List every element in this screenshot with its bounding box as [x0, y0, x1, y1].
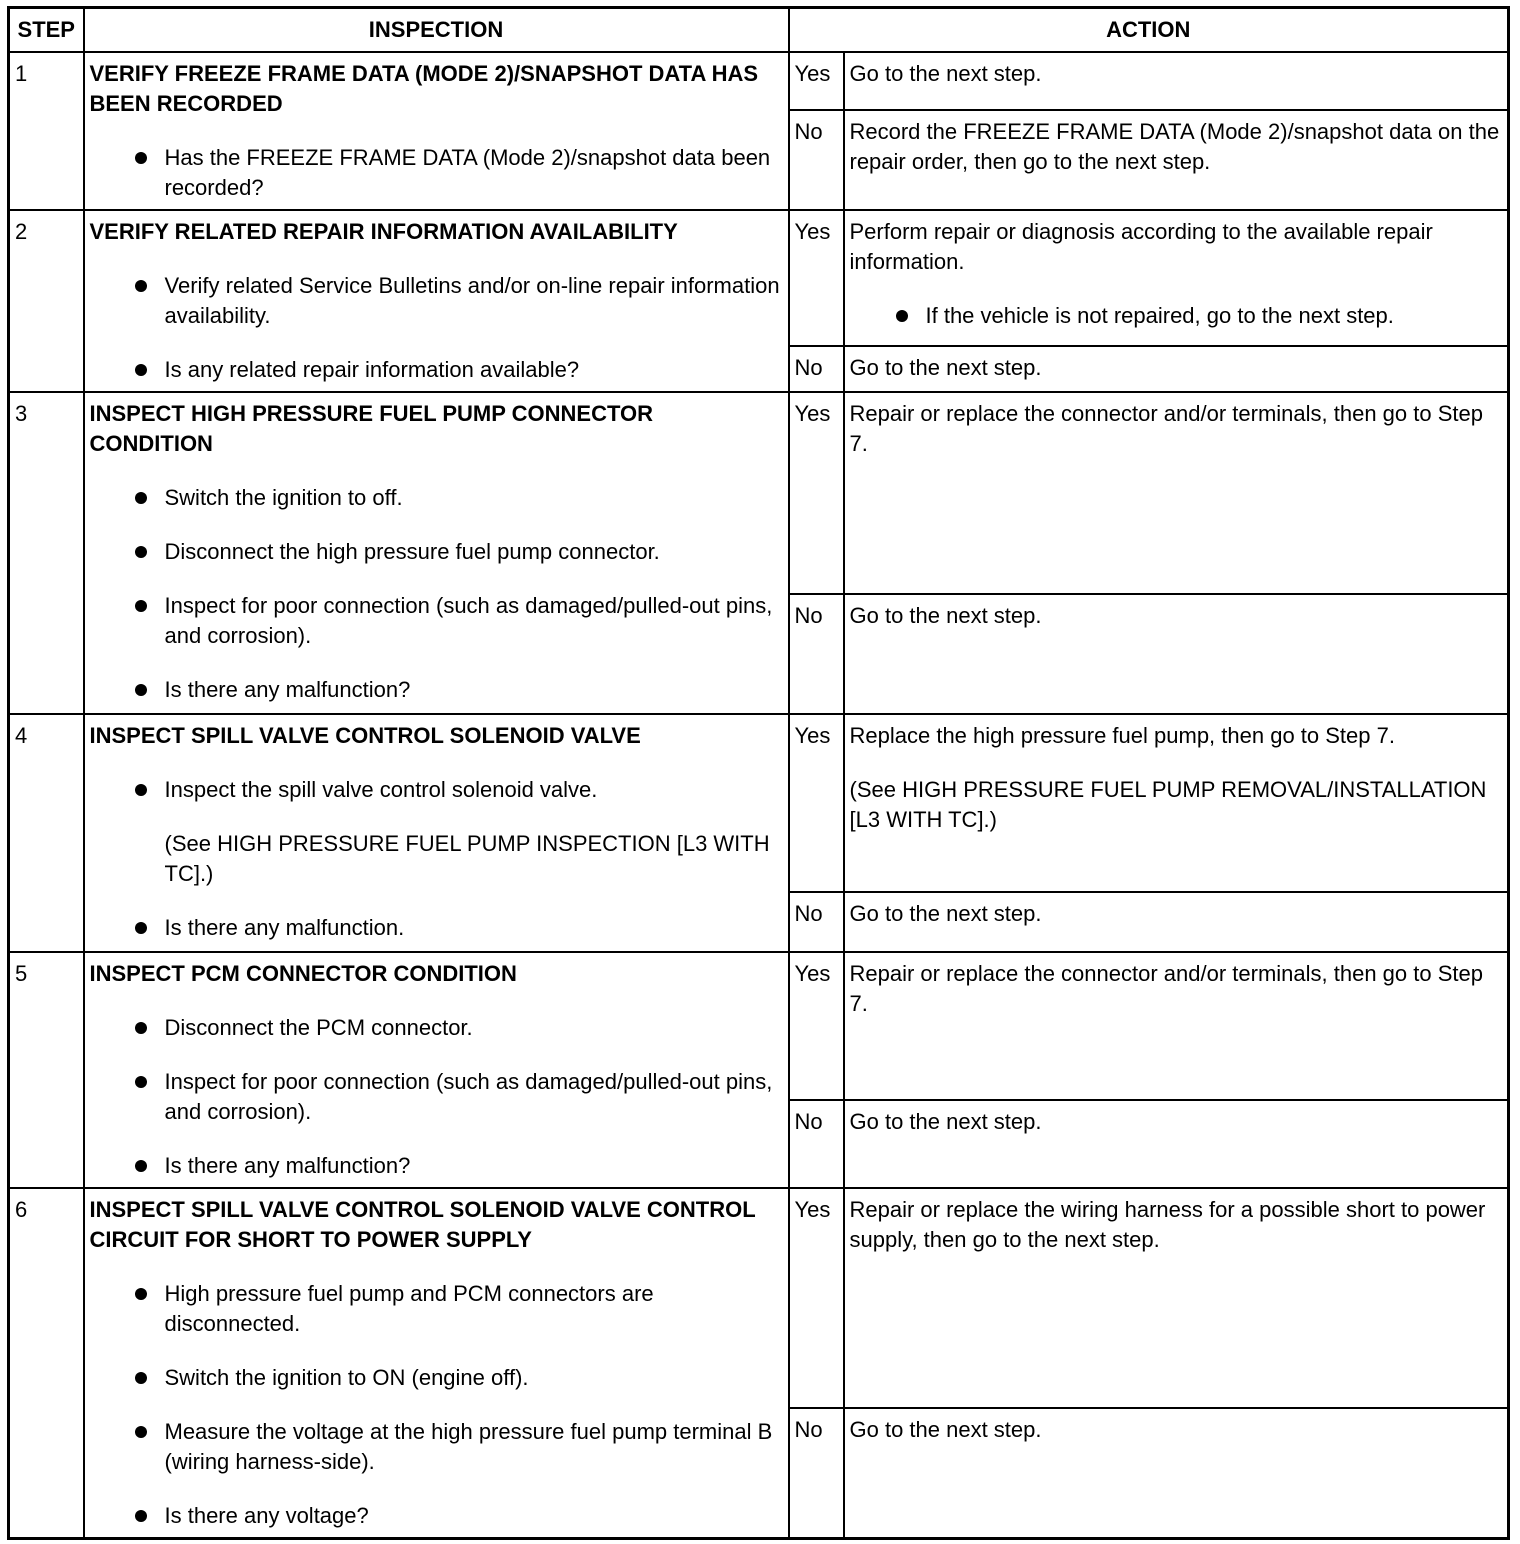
yes-action: Repair or replace the wiring harness for a possible short to power supply, then go to the next step.: [844, 1188, 1509, 1408]
step-number: 5: [9, 952, 84, 1188]
inspection-bullet: Switch the ignition to ON (engine off).: [90, 1363, 783, 1393]
inspection-cell: [84, 1188, 789, 1539]
inspection-bullet: Measure the voltage at the high pressure fuel pump terminal B (wiring harness-side).: [90, 1417, 783, 1477]
no-label: No: [789, 110, 844, 210]
inspection-cell: [84, 952, 789, 1188]
yes-label: Yes: [789, 210, 844, 346]
inspection-bullets: [90, 143, 783, 203]
yes-action: Repair or replace the connector and/or terminals, then go to Step 7.: [844, 952, 1509, 1100]
yes-label: Yes: [789, 714, 844, 892]
inspection-title: VERIFY FREEZE FRAME DATA (MODE 2)/SNAPSHOT DATA HAS BEEN RECORDED: [89, 61, 759, 116]
inspection-bullet: Inspect for poor connection (such as damaged/pulled-out pins, and corrosion).: [90, 591, 783, 651]
inspection-cell: [84, 52, 789, 210]
inspection-bullet: Is there any malfunction.: [90, 913, 783, 943]
inspection-cell: [84, 714, 789, 952]
no-action: Go to the next step.: [844, 346, 1509, 392]
no-label: No: [789, 892, 844, 952]
inspection-cell: [84, 210, 789, 392]
inspection-title: INSPECT SPILL VALVE CONTROL SOLENOID VALVE: [89, 723, 641, 748]
no-action: Go to the next step.: [844, 892, 1509, 952]
header-row: [9, 8, 1509, 53]
inspection-title: VERIFY RELATED REPAIR INFORMATION AVAILABILITY: [89, 219, 678, 244]
no-label: No: [789, 1100, 844, 1188]
inspection-reference-note: (See HIGH PRESSURE FUEL PUMP INSPECTION [L3 WITH TC].): [164, 831, 770, 886]
inspection-title: INSPECT PCM CONNECTOR CONDITION: [89, 961, 517, 986]
yes-action: Perform repair or diagnosis according to the available repair information.: [849, 219, 1433, 274]
step-number: 3: [9, 392, 84, 714]
step-row: [9, 1188, 1509, 1408]
no-label: No: [789, 594, 844, 714]
step-number: 4: [9, 714, 84, 952]
action-bullets: [850, 301, 1503, 331]
inspection-bullet: Disconnect the high pressure fuel pump connector.: [90, 537, 783, 567]
inspection-bullets: [90, 775, 783, 805]
yes-action: Replace the high pressure fuel pump, then go to Step 7.: [849, 723, 1395, 748]
step-number: 2: [9, 210, 84, 392]
inspection-bullet: Disconnect the PCM connector.: [90, 1013, 783, 1043]
step-number: 6: [9, 1188, 84, 1539]
inspection-bullet: Has the FREEZE FRAME DATA (Mode 2)/snapshot data been recorded?: [90, 143, 783, 203]
inspection-bullets: [90, 271, 783, 385]
header-step: STEP: [9, 8, 84, 53]
inspection-bullet: Is there any voltage?: [90, 1501, 783, 1531]
header-inspection: INSPECTION: [84, 8, 789, 53]
inspection-bullet: High pressure fuel pump and PCM connectors are disconnected.: [90, 1279, 783, 1339]
yes-action-cell: [844, 210, 1509, 346]
yes-action-cell: [844, 714, 1509, 892]
yes-label: Yes: [789, 1188, 844, 1408]
yes-label: Yes: [789, 392, 844, 594]
no-action: Record the FREEZE FRAME DATA (Mode 2)/snapshot data on the repair order, then go to the next step.: [844, 110, 1509, 210]
inspection-title: INSPECT SPILL VALVE CONTROL SOLENOID VALVE CONTROL CIRCUIT FOR SHORT TO POWER SUPPLY: [89, 1197, 756, 1252]
step-row: [9, 714, 1509, 892]
step-number: 1: [9, 52, 84, 210]
inspection-bullet: Inspect the spill valve control solenoid valve.: [90, 775, 783, 805]
header-action: ACTION: [789, 8, 1509, 53]
step-row: [9, 952, 1509, 1100]
no-action: Go to the next step.: [844, 594, 1509, 714]
inspection-bullets: [90, 483, 783, 705]
yes-action: Go to the next step.: [844, 52, 1509, 110]
step-row: [9, 392, 1509, 594]
action-bullet: If the vehicle is not repaired, go to the next step.: [850, 301, 1503, 331]
step-row: [9, 52, 1509, 110]
yes-label: Yes: [789, 52, 844, 110]
inspection-bullets: [90, 1279, 783, 1531]
inspection-bullet: Switch the ignition to off.: [90, 483, 783, 513]
diagnostic-procedure: [7, 6, 1510, 1540]
inspection-bullet: Is there any malfunction?: [90, 675, 783, 705]
diagnostic-table: [7, 6, 1510, 1540]
no-action: Go to the next step.: [844, 1408, 1509, 1538]
inspection-bullets: [90, 913, 783, 943]
inspection-bullet: Inspect for poor connection (such as damaged/pulled-out pins, and corrosion).: [90, 1067, 783, 1127]
step-row: [9, 210, 1509, 346]
yes-label: Yes: [789, 952, 844, 1100]
inspection-title: INSPECT HIGH PRESSURE FUEL PUMP CONNECTOR CONDITION: [89, 401, 654, 456]
inspection-cell: [84, 392, 789, 714]
inspection-bullet: Verify related Service Bulletins and/or on-line repair information availability.: [90, 271, 783, 331]
inspection-bullets: [90, 1013, 783, 1181]
yes-action: Repair or replace the connector and/or terminals, then go to Step 7.: [844, 392, 1509, 594]
inspection-bullet: Is any related repair information available?: [90, 355, 783, 385]
action-reference-note: (See HIGH PRESSURE FUEL PUMP REMOVAL/INSTALLATION [L3 WITH TC].): [849, 777, 1487, 832]
no-label: No: [789, 1408, 844, 1538]
inspection-bullet: Is there any malfunction?: [90, 1151, 783, 1181]
no-action: Go to the next step.: [844, 1100, 1509, 1188]
no-label: No: [789, 346, 844, 392]
